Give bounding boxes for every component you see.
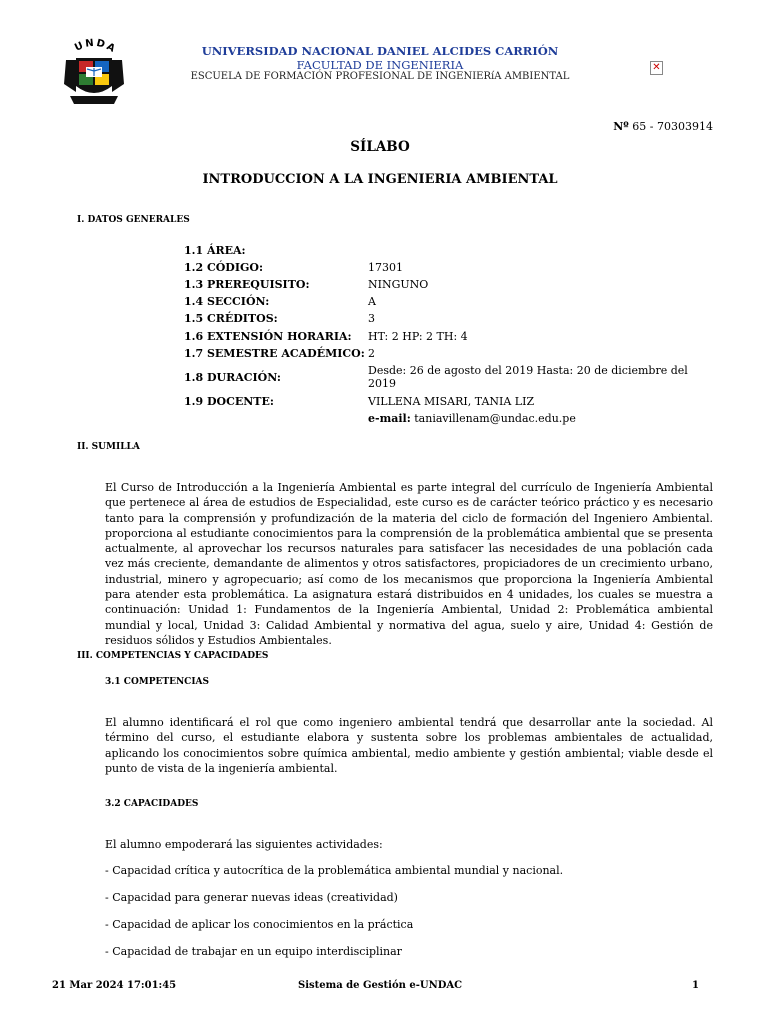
faculty-name: FACULTAD DE INGENIERIA [296,58,464,72]
sumilla-text: El Curso de Introducción a la Ingeniería Ambiental es parte integral del currículo de Ingeniería Ambiental que pertenece al área de estudios de Especialidad, este curso es de carácter teórico práctico y es necesario tanto para la comprensión y profundización de la materia del ciclo de formación del Ingeniero Ambiental. proporciona al estudiante conocimientos para la comprensión de la problemática ambiental que se presenta actualmente, al aprovechar los recursos naturales para satisfacer las necesidades de una población cada vez más creciente, demandante de alimentos y otros satisfactores, propiciadores de un crecimiento urbano, industrial, minero y agropecuario; así como de los mecanismos que proporciona la Ingeniería Ambiental para atender esta problemática. La asignatura estará distribuidos en 4 unidades, los cuales se muestra a continuación: Unidad 1: Fundamentos de la Ingeniería Ambiental, Unidad 2: Problemática ambiental mundial y local, Unidad 3: Calidad Ambiental y normativa del agua, suelo y aire, Unidad 4: Gestión de residuos sólidos y Estudios Ambientales. [105,481,713,647]
datos-label: 1.7 SEMESTRE ACADÉMICO: [184,347,365,360]
datos-value: HT: 2 HP: 2 TH: 4 [368,330,468,343]
broken-image-icon: ✕ [650,61,663,75]
page-title: SÍLABO [350,139,410,155]
list-item: - Capacidad crítica y autocrítica de la problemática ambiental mundial y nacional. [105,864,564,877]
email-label: e-mail: [368,412,411,425]
datos-label: 1.6 EXTENSIÓN HORARIA: [184,330,352,343]
datos-label: 1.3 PREREQUISITO: [184,278,310,291]
datos-value: 17301 [368,261,403,274]
email-line [368,412,688,425]
datos-label: 1.4 SECCIÓN: [184,295,270,308]
datos-value: Desde: 26 de agosto del 2019 Hasta: 20 de diciembre del 2019 [368,364,688,390]
undac-shield-icon [60,34,128,110]
datos-label: 1.2 CÓDIGO: [184,261,264,274]
subsection-heading-competencias: 3.1 COMPETENCIAS [105,677,210,687]
undac-logo [60,34,128,110]
datos-value: A [368,295,376,308]
competencias-text: El alumno identificará el rol que como ingeniero ambiental tendrá que desarrollar ante la sociedad. Al término del curso, el estudiante elabora y sustenta sobre los problemas ambientales de actualidad, aplicando los conocimientos sobre química ambiental, medio ambiente y gestión ambiental; viable desde el punto de vista de la ingeniería ambiental. [105,716,713,775]
datos-label: 1.9 DOCENTE: [184,395,274,408]
datos-value: NINGUNO [368,278,429,291]
datos-value: 3 [368,312,375,325]
course-title: INTRODUCCION A LA INGENIERIA AMBIENTAL [202,172,558,187]
school-name: ESCUELA DE FORMACIÓN PROFESIONAL DE INGENIERíA AMBIENTAL [190,71,570,82]
section-heading-sumilla: II. SUMILLA [77,442,140,452]
section-heading-datos: I. DATOS GENERALES [77,215,190,225]
svg-text:UNDAC: UNDA [73,37,119,56]
section-heading-competencias: III. COMPETENCIAS Y CAPACIDADES [77,651,269,661]
list-item: - Capacidad de aplicar los conocimientos en la práctica [105,918,414,931]
datos-label: 1.5 CRÉDITOS: [184,312,278,325]
list-item: - Capacidad para generar nuevas ideas (creatividad) [105,891,398,904]
document-number [613,120,713,133]
datos-label: 1.8 DURACIÓN: [184,371,281,384]
document-number-label: Nº [613,120,629,133]
datos-label: 1.1 ÁREA: [184,244,246,257]
footer-page-number: 1 [692,980,699,991]
subsection-heading-capacidades: 3.2 CAPACIDADES [105,799,199,809]
footer-datetime: 21 Mar 2024 17:01:45 [52,980,177,991]
datos-value: VILLENA MISARI, TANIA LIZ [368,395,535,408]
footer-system: Sistema de Gestión e-UNDAC [298,980,463,991]
list-item: - Capacidad de trabajar en un equipo interdisciplinar [105,945,402,958]
document-number-value: 65 - 70303914 [632,120,713,133]
email-value: taniavillenam@undac.edu.pe [414,412,576,425]
university-name: UNIVERSIDAD NACIONAL DANIEL ALCIDES CARRIÓN [201,44,559,58]
capacidades-intro: El alumno empoderará las siguientes actividades: [105,838,383,851]
datos-value: 2 [368,347,375,360]
